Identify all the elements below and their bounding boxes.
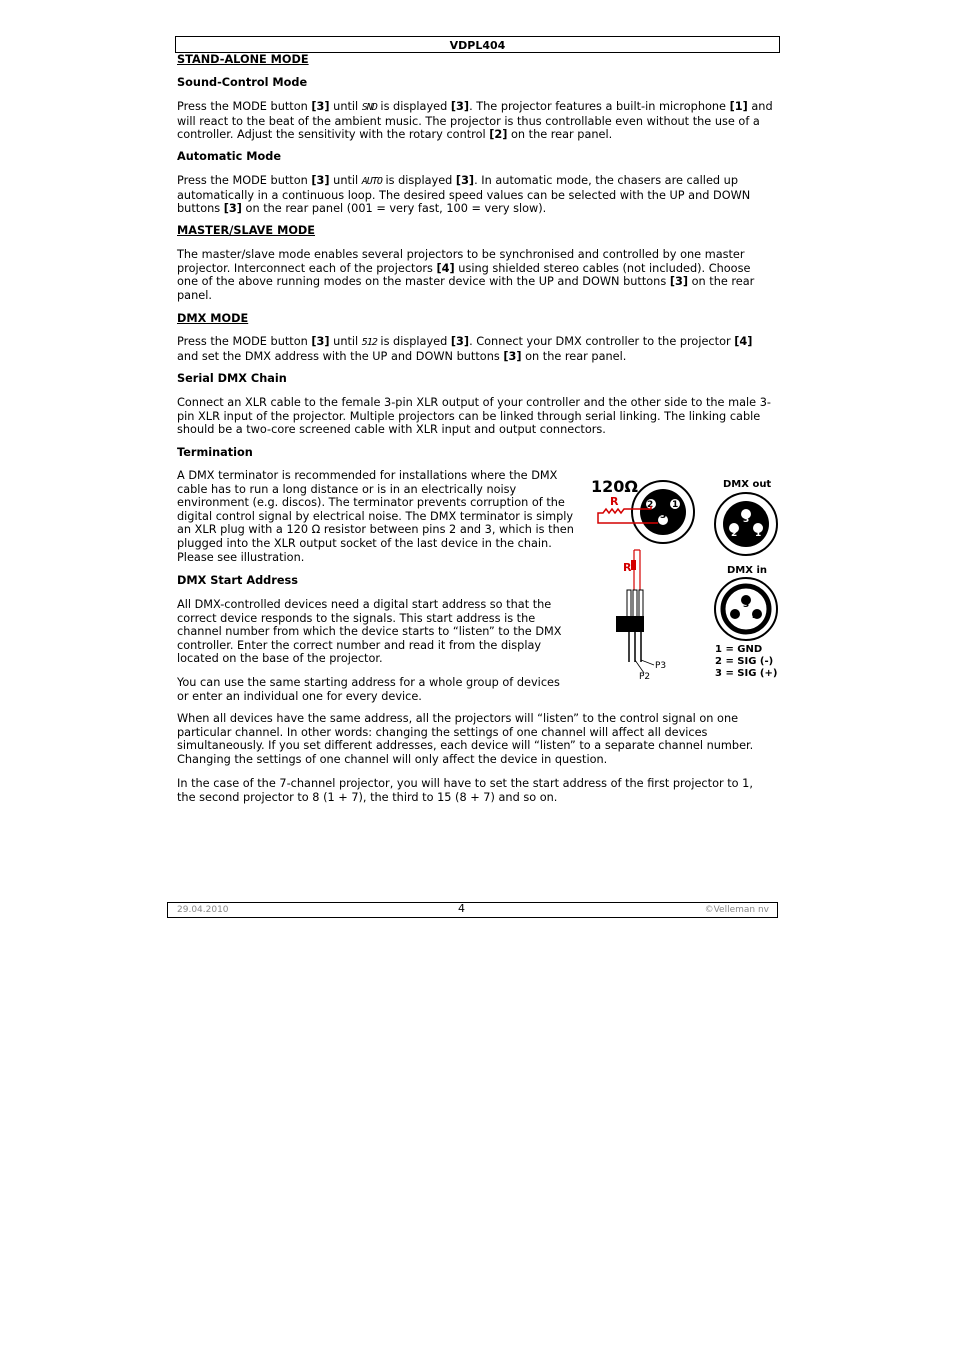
r-label-top: R xyxy=(610,495,619,508)
footer-date: 29.04.2010 xyxy=(177,905,229,915)
dmx-out-label: DMX out xyxy=(723,479,772,490)
header-connector xyxy=(616,616,644,632)
pin-legend-1: 1 = GND xyxy=(715,644,763,655)
dmx-title: DMX MODE xyxy=(177,312,249,325)
dmx-in-label: DMX in xyxy=(727,565,767,576)
header-model: VDPL404 xyxy=(175,36,780,53)
serial-title: Serial DMX Chain xyxy=(177,372,287,385)
pin-legend-3: 3 = SIG (+) xyxy=(715,668,778,679)
r-label-bottom: R xyxy=(623,561,632,574)
pin-legend-2: 2 = SIG (-) xyxy=(715,656,774,667)
dmx-text: Press the MODE button [3] until 512 is displayed [3]. Connect your DMX controller to the projector [4] and set the DMX address with the UP and DOWN buttons [3] on the rear panel. xyxy=(177,335,753,363)
display-snd: SND xyxy=(361,102,377,113)
same-text: You can use the same starting address for a whole group of devices or enter an individual one for every device. xyxy=(177,676,560,703)
dmx-out-pin-label-3: 3 xyxy=(743,515,750,525)
display-auto: AUTO xyxy=(361,176,382,187)
term-title: Termination xyxy=(177,446,253,459)
ms-title: MASTER/SLAVE MODE xyxy=(177,224,316,237)
page-number: 4 xyxy=(458,902,465,915)
dmx-in-pin-label-1: 1 xyxy=(732,611,739,621)
dmx-terminator-diagram xyxy=(586,470,786,685)
plug-pin-label-2: 2 xyxy=(647,500,654,510)
serial-text: Connect an XLR cable to the female 3-pin XLR output of your controller and the other side to the male 3-pin XLR input of the projector. Multiple projectors can be linked through serial linking. The linking cable should be a two-core screened cable with XLR input and output connectors. xyxy=(177,396,771,437)
dmx-out-pin-label-2: 2 xyxy=(731,529,738,539)
ohm-label: 120Ω xyxy=(591,477,638,496)
auto-text: Press the MODE button [3] until AUTO is displayed [3]. In automatic mode, the chasers are called up automatically in a continuous loop. The desired speed values can be selected with the UP and DOWN buttons [3] on the rear panel (001 = very fast, 100 = very slow). xyxy=(177,174,751,216)
dmx-out-pin-label-1: 1 xyxy=(755,529,762,539)
when-text: When all devices have the same address, all the projectors will “listen” to the control signal on one particular channel. In other words: changing the settings of one channel will affect all devices simultaneously. If you set different addresses, each device will “listen” to a separate channel number. Changing the settings of one channel will only affect the device in question. xyxy=(177,712,754,766)
standalone-title: STAND-ALONE MODE xyxy=(177,53,309,66)
dmx-in-pin-label-3: 3 xyxy=(743,600,750,610)
dmx-in-pin-label-2: 2 xyxy=(752,611,759,621)
case-text: In the case of the 7-channel projector, you will have to set the start address of the first projector to 1, the second projector to 8 (1 + 7), the third to 15 (8 + 7) and so on. xyxy=(177,777,753,804)
auto-title: Automatic Mode xyxy=(177,150,281,163)
footer xyxy=(167,902,778,918)
sound-title: Sound-Control Mode xyxy=(177,76,308,89)
sound-text: Press the MODE button [3] until SND is displayed [3]. The projector features a built-in microphone [1] and will react to the beat of the ambient music. The projector is thus controllable even without the use of a controller. Adjust the sensitivity with the rotary control [2] on the rear panel. xyxy=(177,100,773,142)
plug-pin-label-3: 3 xyxy=(660,511,667,521)
ms-text: The master/slave mode enables several projectors to be synchronised and controlled by one master projector. Interconnect each of the projectors [4] using shielded stereo cables (not included). Choose one of the above running modes on the master device with the UP and DOWN buttons [3] on the rear panel. xyxy=(177,248,755,302)
term-text: A DMX terminator is recommended for installations where the DMX cable has to run a long distance or is in an electrically noisy environment (e.g. discos). The terminator prevents corruption of the digital control signal by electrical noise. The DMX terminator is simply an XLR plug with a 120 Ω resistor between pins 2 and 3, which is then plugged into the XLR output socket of the last device in the chain. Please see illustration. xyxy=(177,469,574,564)
display-512: 512 xyxy=(361,337,377,348)
start-text: All DMX-controlled devices need a digital start address so that the correct device responds to the signals. This start address is the channel number from which the device starts to “listen” to the DMX controller. Enter the correct number and read it from the display located on the base of the projector. xyxy=(177,598,562,666)
p2-label: P2 xyxy=(639,672,651,682)
footer-copyright: ©Velleman nv xyxy=(704,905,769,915)
plug-pin-label-1: 1 xyxy=(672,500,679,510)
p3-label: P3 xyxy=(655,661,667,671)
start-title: DMX Start Address xyxy=(177,574,298,587)
